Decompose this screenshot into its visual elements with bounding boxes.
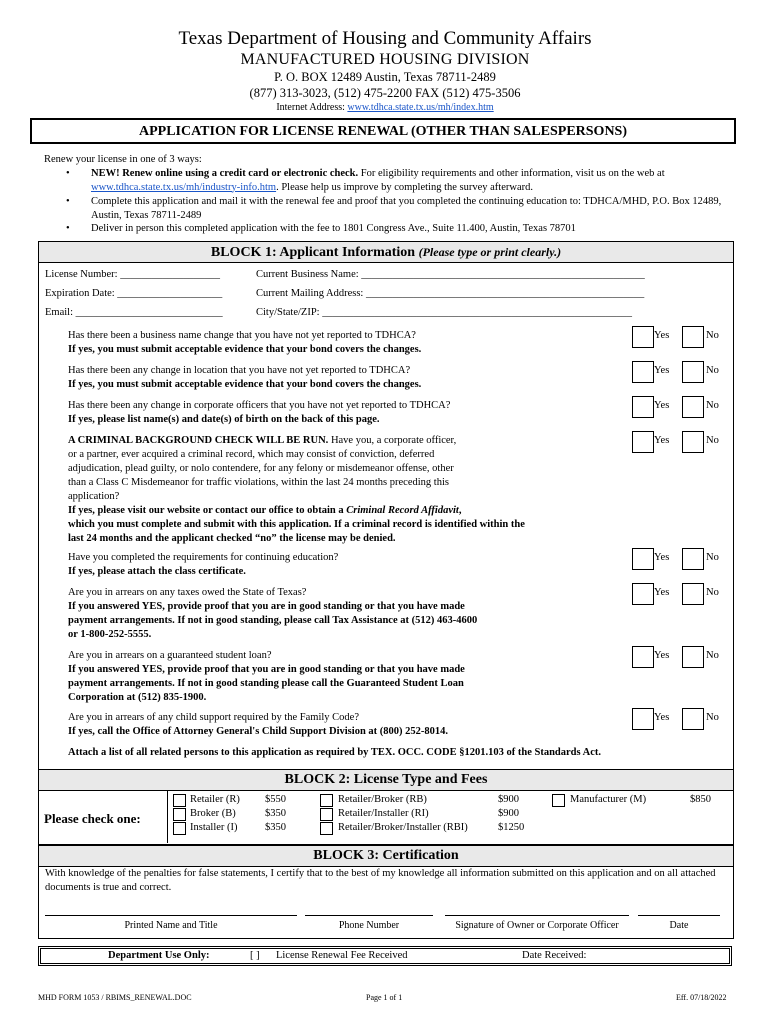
q2-no-checkbox[interactable] <box>682 361 704 383</box>
retailer-label: Retailer (R) <box>190 794 240 805</box>
retailer-installer-label: Retailer/Installer (RI) <box>338 808 429 819</box>
q4-no-checkbox[interactable] <box>682 431 704 453</box>
bullet-online-text: For eligibility requirements and other information, visit us on the web at <box>360 168 665 179</box>
q3-no-label: No <box>706 400 719 411</box>
form-title: APPLICATION FOR LICENSE RENEWAL (OTHER THAN SALESPERSONS) <box>138 124 628 139</box>
question-child-support <box>68 711 628 739</box>
q4-lead: A CRIMINAL BACKGROUND CHECK WILL BE RUN. <box>68 435 329 446</box>
q8-no-label: No <box>706 712 719 723</box>
dept-use-bracket: [ ] <box>250 950 260 961</box>
q4-bold3: last 24 months and the applicant checked “no” the license may be denied. <box>68 533 396 544</box>
q3-yes-checkbox[interactable] <box>632 396 654 418</box>
manufacturer-fee: $850 <box>690 794 711 805</box>
bullet-dot: • <box>66 168 70 179</box>
q6-no-label: No <box>706 587 719 598</box>
mailing-address-field[interactable]: Current Mailing Address: _____________________________________________________ <box>256 288 645 299</box>
q1-instruction: If yes, you must submit acceptable evidence that your bond covers the changes. <box>68 344 422 355</box>
q7-bold3: Corporation at (512) 835-1900. <box>68 692 207 703</box>
retailer-broker-checkbox[interactable] <box>320 794 333 807</box>
city-state-zip-field[interactable]: City/State/ZIP: ___________________________________________________________ <box>256 307 632 318</box>
q7-no-checkbox[interactable] <box>682 646 704 668</box>
q1-yes-checkbox[interactable] <box>632 326 654 348</box>
q7-bold1: If you answered YES, provide proof that you are in good standing or that you have made <box>68 664 465 675</box>
effective-date: Eff. 07/18/2022 <box>676 993 727 1002</box>
agency-name: Texas Department of Housing and Community Affairs <box>178 28 592 49</box>
internet-link[interactable]: www.tdhca.state.tx.us/mh/index.htm <box>347 102 494 113</box>
form-title-box <box>30 118 736 144</box>
internet-label: Internet Address: <box>276 102 345 113</box>
retailer-fee: $550 <box>265 794 286 805</box>
q8-text: Are you in arrears of any child support required by the Family Code? <box>68 712 360 723</box>
q6-yes-label: Yes <box>654 587 670 598</box>
bullet-online-bold: NEW! Renew online using a credit card or electronic check. <box>91 168 359 179</box>
q4-text3: adjudication, plead guilty, or nolo contendere, for any felony or misdemeanor offense, other <box>68 463 454 474</box>
question-location-change <box>68 364 608 392</box>
q7-yes-checkbox[interactable] <box>632 646 654 668</box>
form-id: MHD FORM 1053 / RBIMS_RENEWAL.DOC <box>38 993 192 1002</box>
bullet-dot: • <box>66 196 70 207</box>
q4-yes-checkbox[interactable] <box>632 431 654 453</box>
fee-received-label: License Renewal Fee Received <box>276 950 408 961</box>
block1-header <box>39 242 733 263</box>
retailer-broker-installer-checkbox[interactable] <box>320 822 333 835</box>
agency-address: P. O. BOX 12489 Austin, Texas 78711-2489 <box>274 70 496 84</box>
division-name: MANUFACTURED HOUSING DIVISION <box>240 51 530 68</box>
q6-bold2: payment arrangements. If not in good standing, please call Tax Assistance at (512) 463-4600 <box>68 615 478 626</box>
license-number-field[interactable]: License Number: ___________________ <box>45 269 220 280</box>
installer-fee: $350 <box>265 822 286 833</box>
expiration-date-field[interactable]: Expiration Date: ____________________ <box>45 288 223 299</box>
agency-phones: (877) 313-3023, (512) 475-2200 FAX (512) 475-3506 <box>249 86 521 100</box>
block1-title: BLOCK 1: Applicant Information <box>210 245 416 260</box>
q2-yes-checkbox[interactable] <box>632 361 654 383</box>
q3-no-checkbox[interactable] <box>682 396 704 418</box>
date-received-label: Date Received: <box>522 950 587 961</box>
q8-yes-checkbox[interactable] <box>632 708 654 730</box>
dept-use-label: Department Use Only: <box>108 950 210 961</box>
block1-note: (Please type or print clearly.) <box>418 245 562 259</box>
q4-bold2: which you must complete and submit with this application. If a criminal record is identified within the <box>68 519 525 530</box>
installer-label: Installer (I) <box>190 822 238 833</box>
q5-no-checkbox[interactable] <box>682 548 704 570</box>
installer-checkbox[interactable] <box>173 822 186 835</box>
q4-text5: application? <box>68 491 120 502</box>
q7-bold2: payment arrangements. If not in good standing please call the Guaranteed Student Loan <box>68 678 464 689</box>
q4-text4: than a Class C Misdemeanor for traffic violations, within the last 24 months preceding this <box>68 477 449 488</box>
q8-no-checkbox[interactable] <box>682 708 704 730</box>
q1-no-label: No <box>706 330 719 341</box>
question-tax-arrears <box>68 586 628 642</box>
signature-line[interactable] <box>445 915 629 916</box>
retailer-installer-fee: $900 <box>498 808 519 819</box>
q6-bold1: If you answered YES, provide proof that you are in good standing or that you have made <box>68 601 465 612</box>
bullet-dot: • <box>66 223 70 234</box>
q4-bold-line1 <box>68 504 628 518</box>
please-check-one: Please check one: <box>44 811 141 826</box>
q6-bold3: or 1-800-252-5555. <box>68 629 152 640</box>
manufacturer-checkbox[interactable] <box>552 794 565 807</box>
manufacturer-label: Manufacturer (M) <box>570 794 647 805</box>
retailer-broker-fee: $900 <box>498 794 519 805</box>
bullet-in-person: Deliver in person this completed application with the fee to 1801 Congress Ave., Suite 11.400, Austin, Texas 78701 <box>91 223 576 234</box>
certification-statement: With knowledge of the penalties for false statements, I certify that to the best of my knowledge all information submitted on this application and on all attached documents is true and correct. <box>45 868 716 893</box>
retailer-broker-installer-label: Retailer/Broker/Installer (RBI) <box>338 822 468 833</box>
phone-number-label: Phone Number <box>338 920 400 931</box>
question-officer-change <box>68 399 608 427</box>
q4-no-label: No <box>706 435 719 446</box>
q1-text: Has there been a business name change that you have not yet reported to TDHCA? <box>68 330 416 341</box>
q2-no-label: No <box>706 365 719 376</box>
q3-instruction: If yes, please list name(s) and date(s) of birth on the back of this page. <box>68 414 380 425</box>
question-criminal-record <box>68 434 628 546</box>
q5-text: Have you completed the requirements for continuing education? <box>68 552 339 563</box>
bullet-online-tail: . Please help us improve by completing the survey afterward. <box>276 181 533 193</box>
email-field[interactable]: Email: ____________________________ <box>45 307 223 318</box>
retailer-broker-label: Retailer/Broker (RB) <box>338 794 427 805</box>
q4-affidavit: Criminal Record Affidavit <box>346 505 459 516</box>
intro-lead: Renew your license in one of 3 ways: <box>44 154 202 165</box>
q2-text: Has there been any change in location that you have not yet reported to TDHCA? <box>68 365 411 376</box>
q8-instruction: If yes, call the Office of Attorney General's Child Support Division at (800) 252-8014. <box>68 726 449 737</box>
business-name-field[interactable]: Current Business Name: ______________________________________________________ <box>256 269 645 280</box>
q3-text: Has there been any change in corporate officers that you have not yet reported to TDHCA? <box>68 400 451 411</box>
bullet-mail: Complete this application and mail it with the renewal fee and proof that you completed the continuing education to: TDHCA/MHD, P.O. Box 12489, Austin, Texas 78711-2489 <box>91 196 722 221</box>
q7-text: Are you in arrears on a guaranteed student loan? <box>68 650 272 661</box>
broker-label: Broker (B) <box>190 808 236 819</box>
q4-text2: or a partner, ever acquired a criminal record, which may consist of conviction, deferred <box>68 449 435 460</box>
internet-address <box>0 102 770 113</box>
q2-yes-label: Yes <box>654 365 670 376</box>
printed-name-line[interactable] <box>45 915 297 916</box>
block2-header: BLOCK 2: License Type and Fees <box>39 770 733 791</box>
q1-yes-label: Yes <box>654 330 670 341</box>
q7-yes-label: Yes <box>654 650 670 661</box>
q4-yes-label: Yes <box>654 435 670 446</box>
broker-checkbox[interactable] <box>173 808 186 821</box>
bullet-online <box>91 167 731 194</box>
q1-no-checkbox[interactable] <box>682 326 704 348</box>
retailer-broker-installer-fee: $1250 <box>498 822 525 833</box>
retailer-checkbox[interactable] <box>173 794 186 807</box>
signature-label: Signature of Owner or Corporate Officer <box>455 920 619 931</box>
printed-name-label: Printed Name and Title <box>124 920 218 931</box>
q8-yes-label: Yes <box>654 712 670 723</box>
block2-divider <box>167 791 168 843</box>
question-continuing-education <box>68 551 608 579</box>
q5-yes-label: Yes <box>654 552 670 563</box>
q5-yes-checkbox[interactable] <box>632 548 654 570</box>
phone-number-line[interactable] <box>305 915 433 916</box>
industry-info-link[interactable]: www.tdhca.state.tx.us/mh/industry-info.htm <box>91 181 277 193</box>
q4-bold1-end: , <box>458 505 462 516</box>
broker-fee: $350 <box>265 808 286 819</box>
q6-yes-checkbox[interactable] <box>632 583 654 605</box>
q6-text: Are you in arrears on any taxes owed the State of Texas? <box>68 587 307 598</box>
question-name-change <box>68 329 608 357</box>
q6-no-checkbox[interactable] <box>682 583 704 605</box>
date-line[interactable] <box>638 915 720 916</box>
q5-instruction: If yes, please attach the class certificate. <box>68 566 246 577</box>
q5-no-label: No <box>706 552 719 563</box>
q4-bold1: If yes, please visit our website or contact our office to obtain a <box>68 505 344 516</box>
date-label: Date <box>669 920 689 931</box>
question-student-loan <box>68 649 628 705</box>
q4-line1 <box>68 434 628 448</box>
q3-yes-label: Yes <box>654 400 670 411</box>
page-number: Page 1 of 1 <box>366 993 403 1002</box>
attach-related-persons: Attach a list of all related persons to this application as required by TEX. OCC. CODE §1201.103 of the Standards Act. <box>68 747 602 758</box>
retailer-installer-checkbox[interactable] <box>320 808 333 821</box>
q2-instruction: If yes, you must submit acceptable evidence that your bond covers the changes. <box>68 379 422 390</box>
q7-no-label: No <box>706 650 719 661</box>
q4-text1: Have you, a corporate officer, <box>328 435 457 446</box>
block3-header: BLOCK 3: Certification <box>39 846 733 867</box>
